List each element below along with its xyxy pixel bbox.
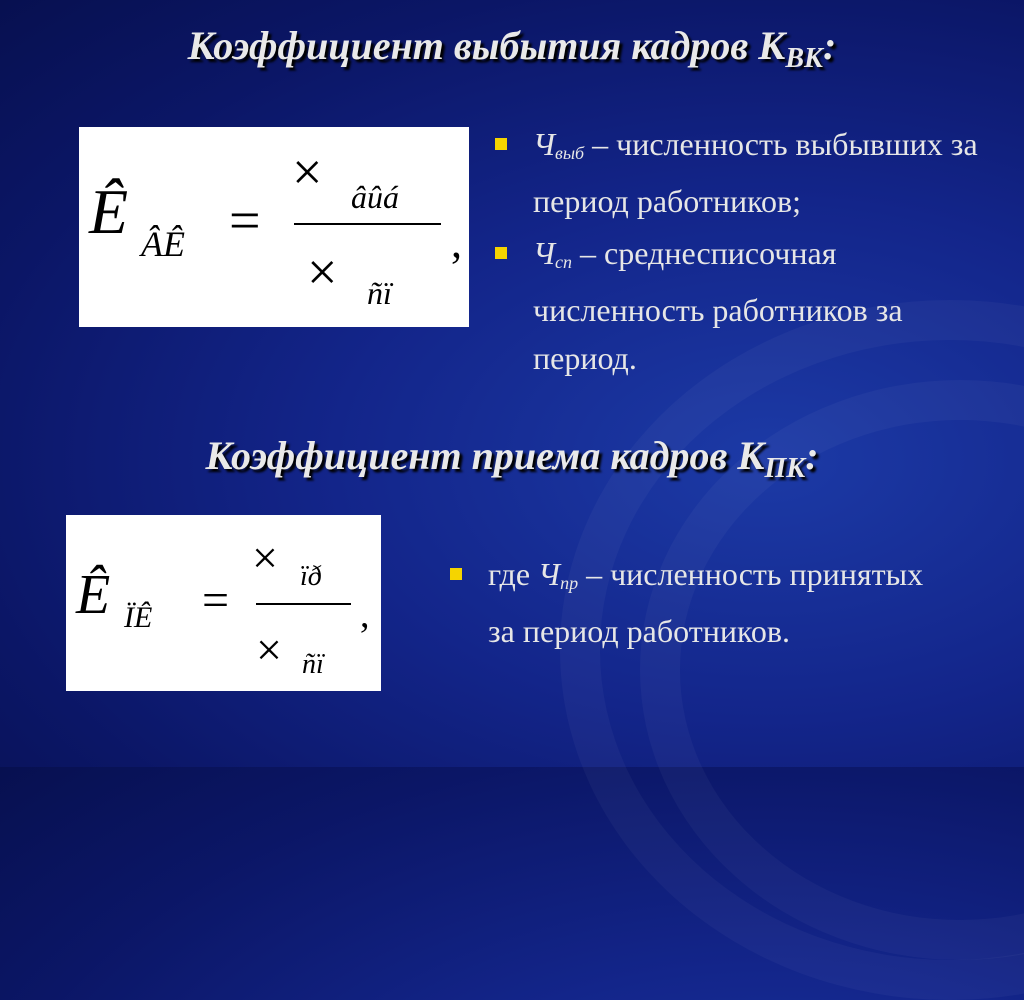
formula-numerator-symbol: ×: [292, 142, 323, 202]
formula-lhs: Ê: [89, 176, 129, 247]
section2-bullet-list: [448, 550, 948, 655]
formula-denominator-subscript: ñï: [367, 275, 392, 311]
formula-denominator-symbol: ×: [256, 624, 282, 675]
bullet-text: – численность выбывших за период работников;: [533, 126, 978, 219]
bullet-square-icon: [495, 247, 507, 259]
section1-title-subscript: ВК: [785, 43, 823, 74]
formula-fraction-bar: [256, 603, 351, 605]
bullet-text: – численность принятых за период работников.: [488, 556, 924, 649]
formula-equals: =: [202, 574, 230, 627]
formula-comma: ,: [451, 218, 462, 267]
bullet-hired-count: [448, 550, 948, 655]
bullet-prefix: где: [488, 556, 539, 592]
section1-title-colon: :: [823, 23, 837, 68]
bullet-variable: $Ч_{выб}$: [533, 126, 585, 163]
bullet-square-icon: [450, 568, 462, 580]
bullet-square-icon: [495, 138, 507, 150]
section2-title-text: Коэффициент приема кадров К: [205, 433, 765, 478]
bullet-separation-count: [493, 120, 993, 225]
formula-denominator-subscript: ñï: [302, 649, 324, 680]
bullet-average-headcount: [493, 229, 993, 382]
formula-numerator-subscript: ïð: [300, 561, 322, 592]
section2-title-colon: :: [805, 433, 819, 478]
section1-title-text: Коэффициент выбытия кадров К: [187, 23, 786, 68]
formula-box-hiring: [66, 515, 381, 691]
formula-denominator-symbol: ×: [307, 242, 338, 302]
formula-numerator-symbol: ×: [252, 532, 278, 583]
formula-comma: ,: [360, 594, 370, 636]
section2-title-subscript: ПК: [764, 453, 806, 484]
formula-lhs: Ê: [76, 564, 111, 626]
formula-lhs-subscript: ÂÊ: [141, 224, 185, 264]
formula-numerator-subscript: âûá: [351, 179, 399, 215]
formula-fraction-bar: [294, 223, 441, 225]
section2-title: [0, 432, 1024, 485]
section1-title: [0, 22, 1024, 75]
bullet-variable: $Ч_{пр}$: [538, 556, 579, 593]
formula-lhs-subscript: ÏÊ: [124, 601, 153, 634]
formula-equals: =: [229, 190, 261, 252]
bullet-text: – среднесписочная численность работников за период.: [533, 235, 903, 376]
section1-bullet-list: [493, 120, 993, 382]
formula-box-separation: [79, 127, 469, 327]
bullet-variable: $Ч_{сп}$: [533, 235, 573, 272]
